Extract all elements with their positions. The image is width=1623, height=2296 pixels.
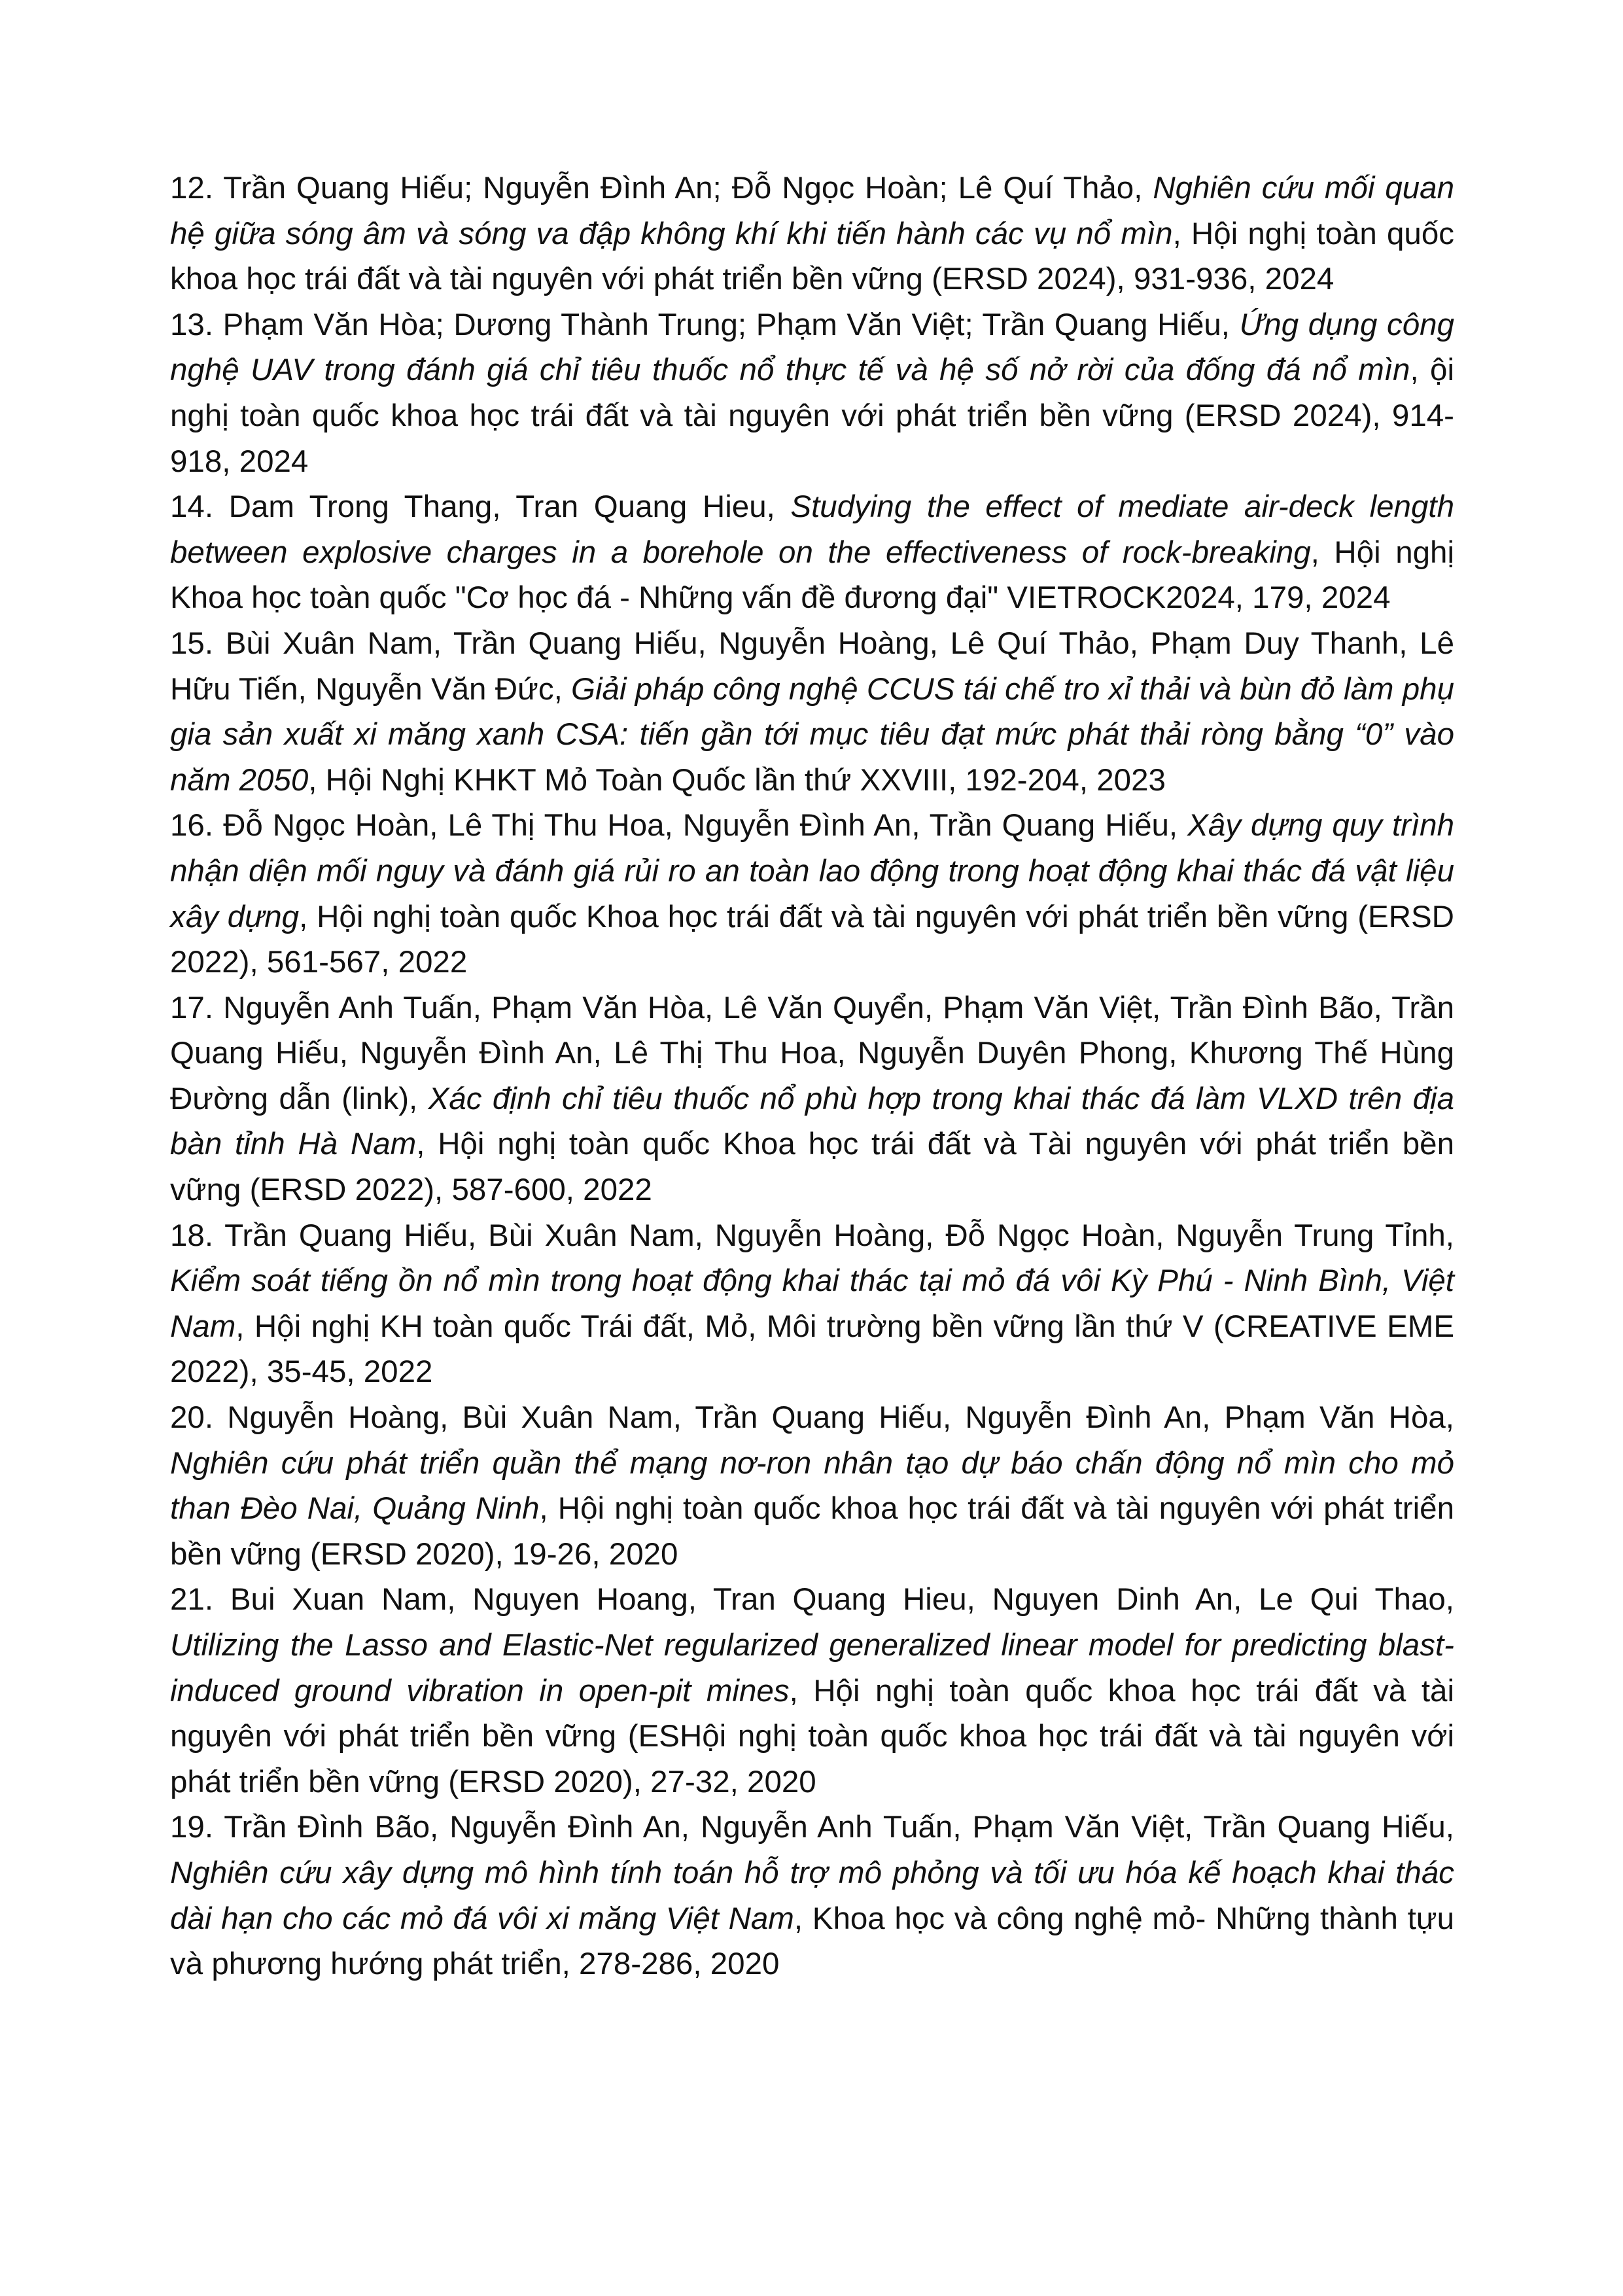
reference-number: 21. bbox=[170, 1582, 214, 1617]
reference-authors: Phạm Văn Hòa; Dương Thành Trung; Phạm Văn Việt; Trần Quang Hiếu, bbox=[222, 307, 1230, 342]
reference-title: Nghiên cứu phát triển quần thể mạng nơ-ron nhân tạo dự báo chấn động nổ mìn cho mỏ than Đèo Nai, Quảng Ninh bbox=[170, 1445, 1454, 1527]
reference-number: 12. bbox=[170, 171, 214, 205]
reference-number: 14. bbox=[170, 489, 214, 525]
reference-authors: Trần Đình Bão, Nguyễn Đình An, Nguyễn Anh Tuấn, Phạm Văn Việt, Trần Quang Hiếu, bbox=[224, 1810, 1454, 1845]
reference-venue: , Hội nghị toàn quốc khoa học trái đất và tài nguyên với phát triển bền vững (ESHội nghị toàn quốc khoa học trái đất và tài nguyên với phát triển bền vững (ERSD 2020), 27-32, 2020 bbox=[170, 1673, 1454, 1799]
reference-title: Studying the effect of mediate air-deck length between explosive charges in a borehole on the effectiveness of rock-breaking bbox=[170, 489, 1455, 570]
reference-venue: , Khoa học và công nghệ mỏ- Những thành tựu và phương hướng phát triển, 278-286, 2020 bbox=[170, 1901, 1454, 1982]
reference-item bbox=[170, 484, 1454, 621]
reference-number: 20. bbox=[170, 1400, 214, 1436]
reference-title: Giải pháp công nghệ CCUS tái chế tro xỉ thải và bùn đỏ làm phụ gia sản xuất xi măng xanh CSA: tiến gần tới mục tiêu đạt mức phát thải ròng bằng “0” vào năm 2050 bbox=[170, 671, 1454, 798]
reference-title: Xây dựng quy trình nhận diện mối nguy và đánh giá rủi ro an toàn lao động trong hoạt động khai thác đá vật liệu xây dựng bbox=[170, 808, 1454, 934]
reference-authors: Đỗ Ngọc Hoàn, Lê Thị Thu Hoa, Nguyễn Đình An, Trần Quang Hiếu, bbox=[223, 808, 1178, 843]
reference-venue: , Hội nghị Khoa học toàn quốc "Cơ học đá - Những vấn đề đương đại" VIETROCK2024, 179, 2024 bbox=[170, 535, 1454, 616]
reference-authors: Nguyễn Anh Tuấn, Phạm Văn Hòa, Lê Văn Quyển, Phạm Văn Việt, Trần Đình Bão, Trần Quang Hiếu, Nguyễn Đình An, Lê Thị Thu Hoa, Nguyễn Duyên Phong, Khương Thế Hùng Đường dẫn (link), bbox=[170, 990, 1454, 1116]
reference-number: 18. bbox=[170, 1218, 214, 1253]
reference-title: Ứng dụng công nghệ UAV trong đánh giá chỉ tiêu thuốc nổ thực tế và hệ số nở rời của đống đá nổ mìn bbox=[170, 307, 1454, 388]
reference-title: Nghiên cứu xây dựng mô hình tính toán hỗ trợ mô phỏng và tối ưu hóa kế hoạch khai thác dài hạn cho các mỏ đá vôi xi măng Việt Nam bbox=[170, 1855, 1454, 1936]
reference-title: Kiểm soát tiếng ồn nổ mìn trong hoạt động khai thác tại mỏ đá vôi Kỳ Phú - Ninh Bình, Việt Nam bbox=[170, 1263, 1454, 1344]
reference-number: 16. bbox=[170, 808, 214, 843]
reference-authors: Trần Quang Hiếu, Bùi Xuân Nam, Nguyễn Hoàng, Đỗ Ngọc Hoàn, Nguyễn Trung Tỉnh, bbox=[224, 1218, 1454, 1253]
reference-number: 17. bbox=[170, 990, 214, 1025]
reference-venue: , ội nghị toàn quốc khoa học trái đất và tài nguyên với phát triển bền vững (ERSD 2024), 914-918, 2024 bbox=[170, 353, 1454, 479]
reference-item bbox=[170, 166, 1454, 302]
reference-item bbox=[170, 985, 1454, 1213]
reference-authors: Bui Xuan Nam, Nguyen Hoang, Tran Quang Hieu, Nguyen Dinh An, Le Qui Thao, bbox=[230, 1582, 1454, 1617]
reference-item bbox=[170, 1213, 1454, 1395]
reference-item bbox=[170, 803, 1454, 985]
reference-title: Nghiên cứu mối quan hệ giữa sóng âm và sóng va đập không khí khi tiến hành các vụ nổ mìn bbox=[170, 171, 1455, 251]
reference-title: Xác định chỉ tiêu thuốc nổ phù hợp trong khai thác đá làm VLXD trên địa bàn tỉnh Hà Nam bbox=[170, 1081, 1454, 1162]
reference-venue: , Hội Nghị KHKT Mỏ Toàn Quốc lần thứ XXVIII, 192-204, 2023 bbox=[308, 762, 1166, 798]
reference-item bbox=[170, 302, 1454, 484]
reference-authors: Trần Quang Hiếu; Nguyễn Đình An; Đỗ Ngọc Hoàn; Lê Quí Thảo, bbox=[223, 171, 1143, 205]
reference-number: 15. bbox=[170, 626, 214, 661]
reference-venue: , Hội nghị KH toàn quốc Trái đất, Mỏ, Môi trường bền vững lần thứ V (CREATIVE EME 2022), 35-45, 2022 bbox=[170, 1309, 1454, 1390]
reference-title: Utilizing the Lasso and Elastic-Net regularized generalized linear model for predicting blast-induced ground vibration in open-pit mines bbox=[170, 1628, 1454, 1708]
reference-venue: , Hội nghị toàn quốc Khoa học trái đất và Tài nguyên với phát triển bền vững (ERSD 2022), 587-600, 2022 bbox=[170, 1127, 1454, 1208]
reference-item bbox=[170, 1805, 1454, 1987]
reference-item bbox=[170, 1395, 1454, 1577]
reference-number: 19. bbox=[170, 1810, 214, 1845]
reference-number: 13. bbox=[170, 307, 214, 342]
reference-item bbox=[170, 621, 1454, 803]
reference-authors: Nguyễn Hoàng, Bùi Xuân Nam, Trần Quang Hiếu, Nguyễn Đình An, Phạm Văn Hòa, bbox=[227, 1400, 1454, 1436]
reference-venue: , Hội nghị toàn quốc Khoa học trái đất và tài nguyên với phát triển bền vững (ERSD 2022), 561-567, 2022 bbox=[170, 899, 1454, 980]
reference-authors: Bùi Xuân Nam, Trần Quang Hiếu, Nguyễn Hoàng, Lê Quí Thảo, Phạm Duy Thanh, Lê Hữu Tiến, Nguyễn Văn Đức, bbox=[170, 626, 1454, 707]
reference-list bbox=[170, 166, 1454, 1987]
reference-venue: , Hội nghị toàn quốc khoa học trái đất và tài nguyên với phát triển bền vững (ERSD 2024), 931-936, 2024 bbox=[170, 216, 1454, 297]
reference-venue: , Hội nghị toàn quốc khoa học trái đất và tài nguyên với phát triển bền vững (ERSD 2020), 19-26, 2020 bbox=[170, 1491, 1454, 1572]
reference-item bbox=[170, 1577, 1454, 1805]
reference-authors: Dam Trong Thang, Tran Quang Hieu, bbox=[228, 489, 775, 525]
